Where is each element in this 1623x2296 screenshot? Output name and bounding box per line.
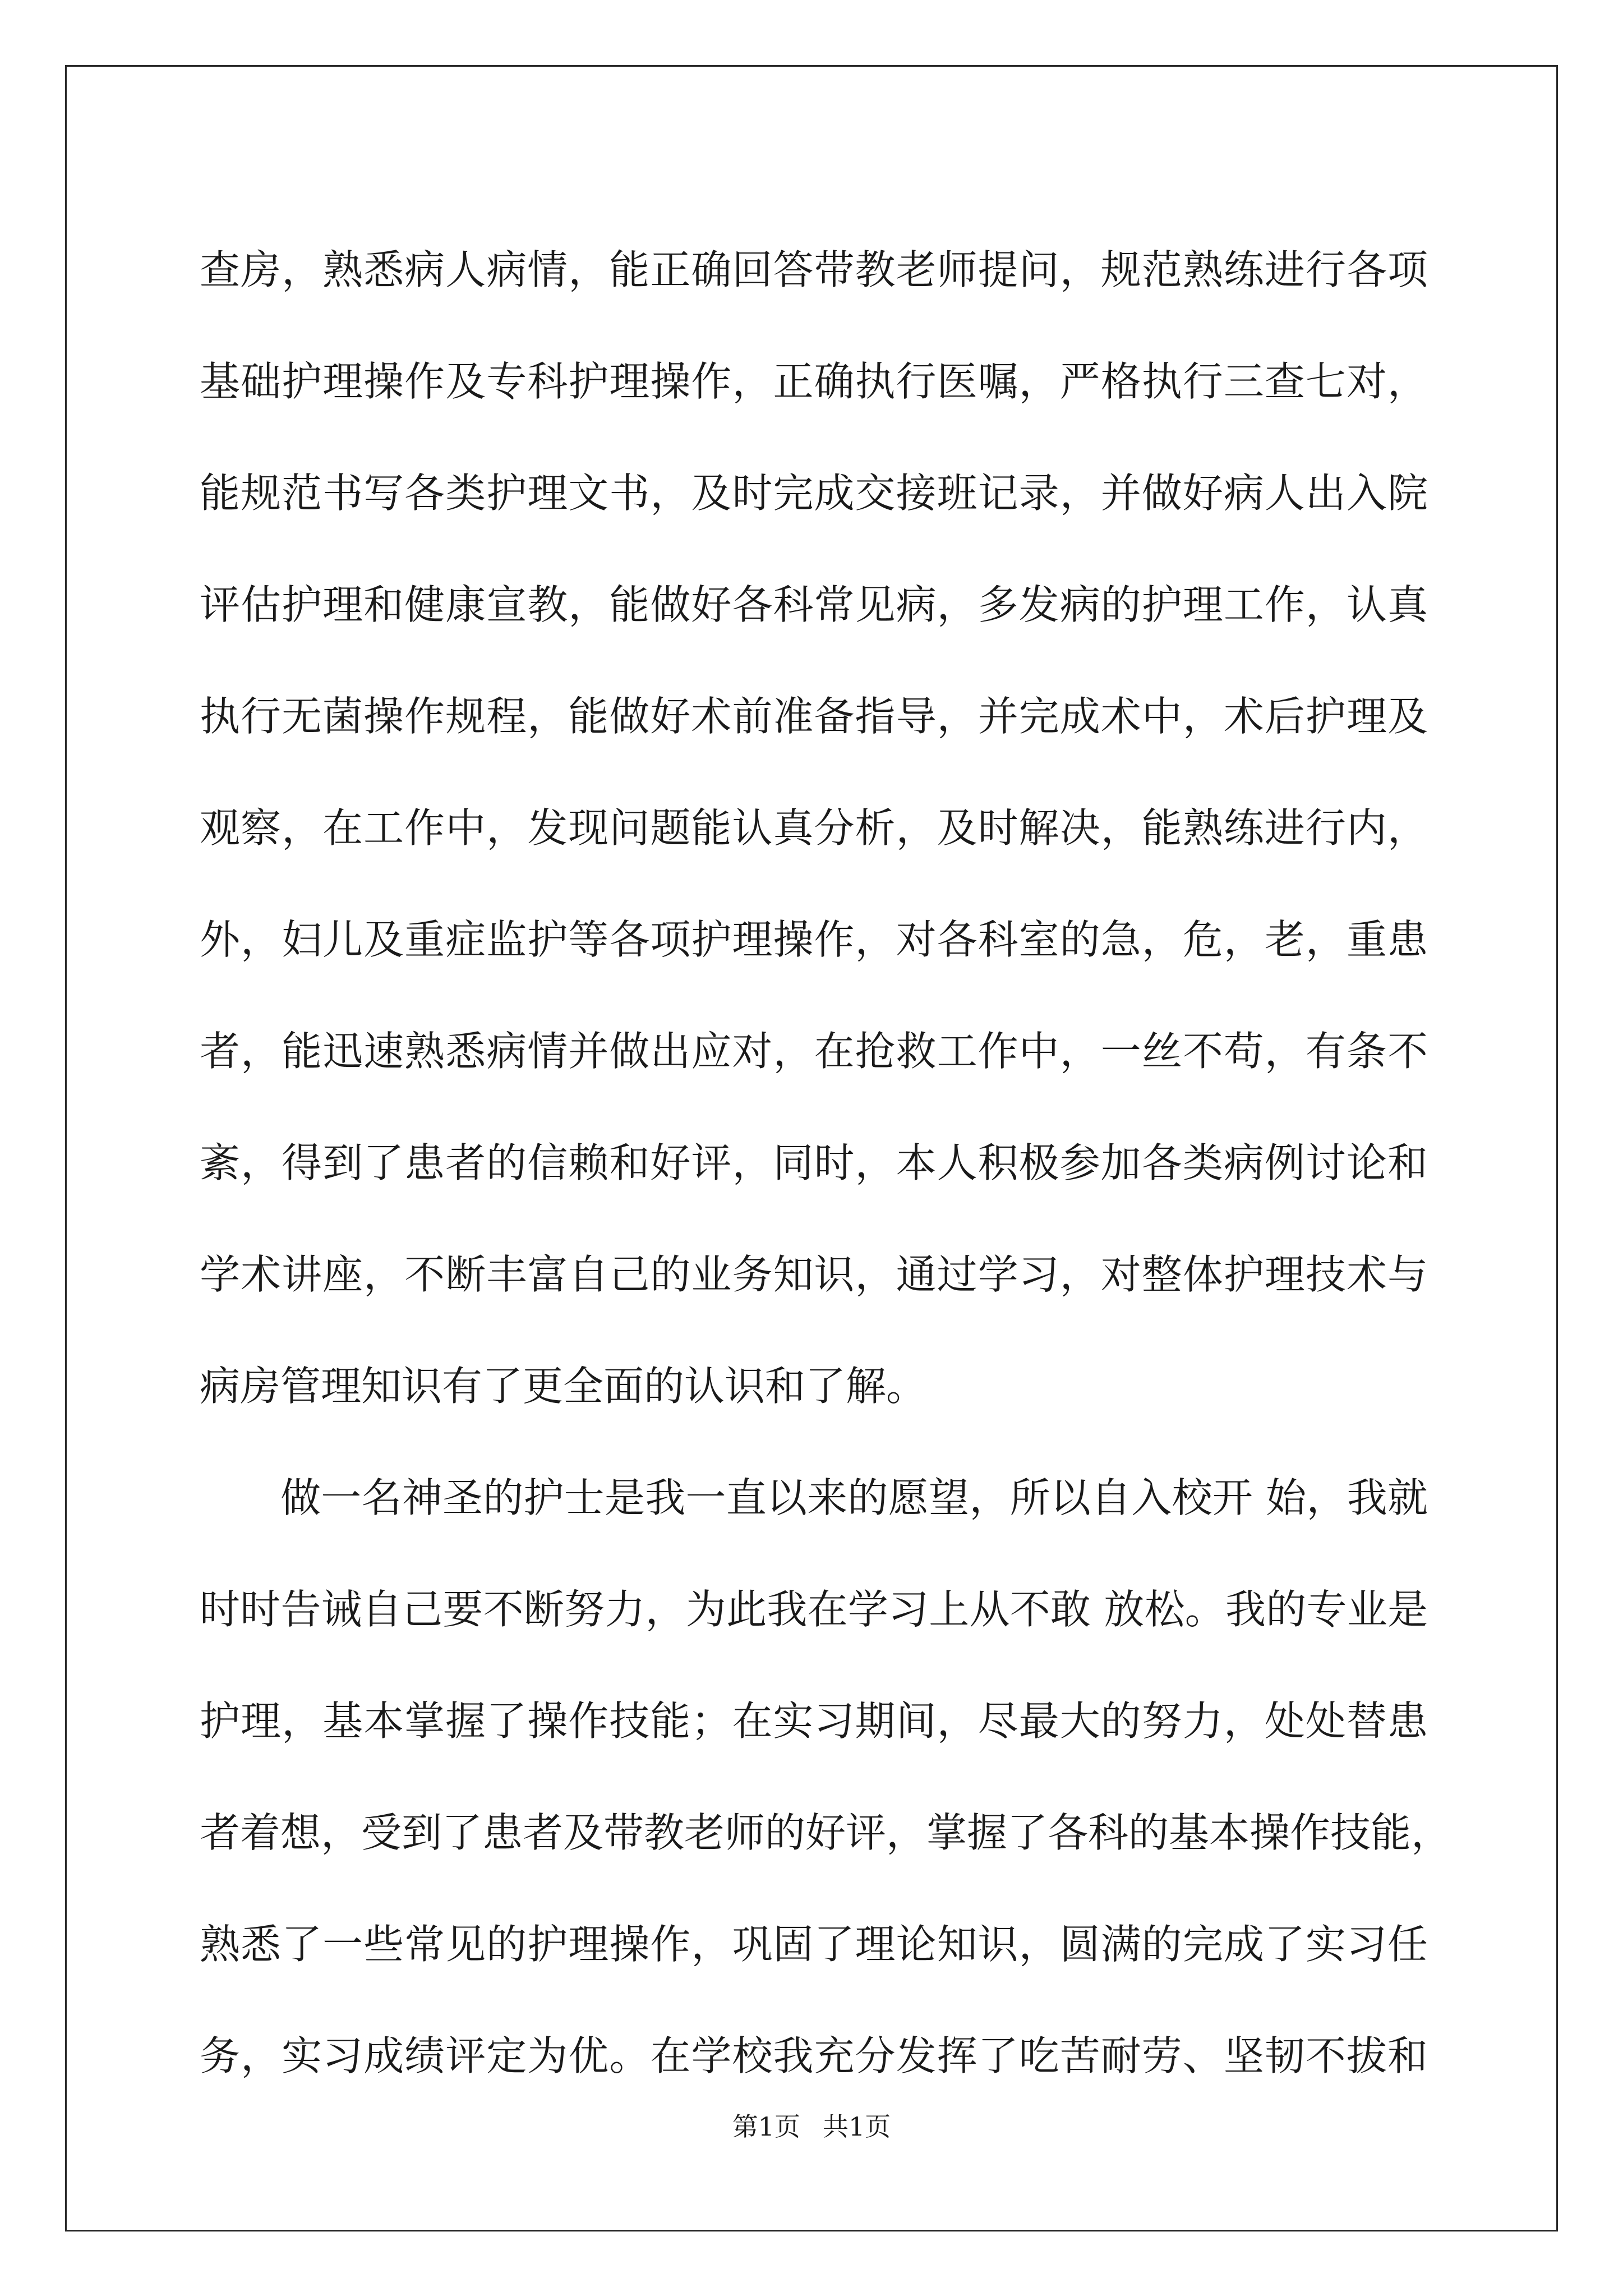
text-line: 紊，得到了患者的信赖和好评，同时，本人积极参加各类病例讨论和	[200, 1139, 1428, 1186]
text-line: 者，能迅速熟悉病情并做出应对，在抢救工作中，一丝不苟，有条不	[200, 1028, 1428, 1075]
page-count: 共1页	[823, 2111, 891, 2142]
text-line: 查房，熟悉病人病情，能正确回答带教老师提问，规范熟练进行各项	[200, 246, 1428, 293]
document-body	[200, 214, 1452, 2112]
text-line-indented: 做一名神圣的护士是我一直以来的愿望，所以自入校开 始，我就	[280, 1474, 1428, 1521]
text-line: 学术讲座，不断丰富自己的业务知识，通过学习，对整体护理技术与	[200, 1251, 1428, 1298]
text-line: 评估护理和健康宣教，能做好各科常见病，多发病的护理工作，认真	[200, 581, 1428, 628]
text-line: 观察，在工作中，发现问题能认真分析，及时解决，能熟练进行内，	[200, 804, 1428, 852]
text-line: 务，实习成绩评定为优。在学校我充分发挥了吃苦耐劳、坚韧不拔和	[200, 2032, 1428, 2079]
text-line: 病房管理知识有了更全面的认识和了解。	[200, 1363, 927, 1410]
text-line: 能规范书写各类护理文书，及时完成交接班记录，并做好病人出入院	[200, 470, 1428, 517]
text-line: 者着想，受到了患者及带教老师的好评，掌握了各科的基本操作技能，	[200, 1809, 1452, 1856]
page-number: 第1页	[732, 2111, 800, 2142]
text-line: 基础护理操作及专科护理操作，正确执行医嘱，严格执行三查七对，	[200, 358, 1428, 405]
page-footer	[0, 2106, 1623, 2143]
text-line: 时时告诫自己要不断努力，为此我在学习上从不敢 放松。我的专业是	[200, 1586, 1428, 1633]
text-line: 执行无菌操作规程，能做好术前准备指导，并完成术中，术后护理及	[200, 693, 1428, 740]
text-line: 熟悉了一些常见的护理操作，巩固了理论知识，圆满的完成了实习任	[200, 1921, 1428, 1968]
text-line: 外，妇儿及重症监护等各项护理操作，对各科室的急，危，老，重患	[200, 916, 1428, 963]
text-line: 护理，基本掌握了操作技能；在实习期间，尽最大的努力，处处替患	[200, 1697, 1428, 1745]
